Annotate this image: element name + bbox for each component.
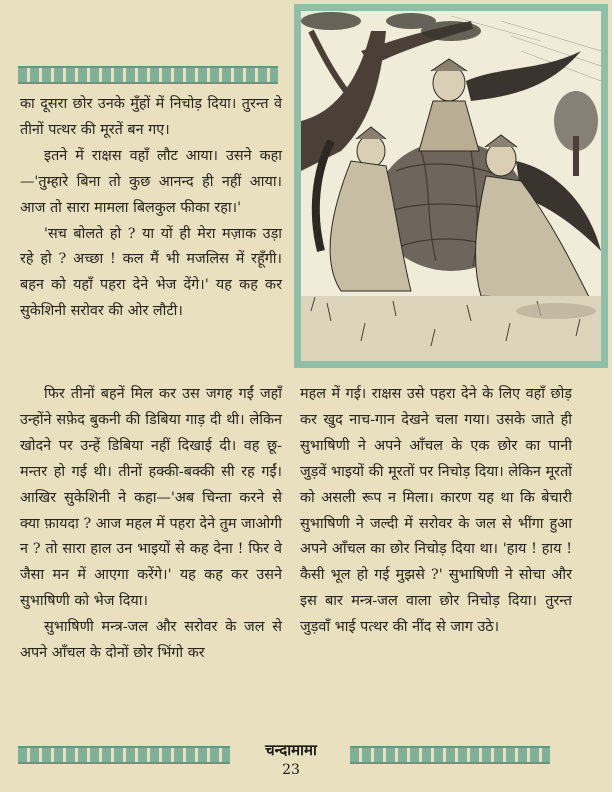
story-illustration <box>294 4 608 368</box>
illustration-three-sisters-by-lake <box>301 11 601 361</box>
story-paragraph: महल में गई। राक्षस उसे पहरा देने के लिए वहाँ छोड़ कर खुद नाच-गान देखने चला गया। उसके जाते ही सुभाषिणी ने अपने आँचल के एक छोर का पानी जुड़वें भाइयों की मूरतों पर निचोड़ दिया। लेकिन मूरतों को असली रूप न मिला। कारण यह था कि बेचारी सुभाषिणी ने जल्दी में सरोवर के जल से भींगा हुआ अपने आँचल का छोर निचोड़ दिया था। 'हाय ! हाय ! कैसी भूल हो गई मुझसे ?' सुभाषिणी ने सोचा और इस बार मन्त्र-जल वाला छोर निचोड़ दिया। तुरन्त जुड़वाँ भाई पत्थर की नींद से जाग उठे। <box>300 386 572 636</box>
story-paragraph: 'सच बोलते हो ? या यों ही मेरा मज़ाक उड़ा रहे हो ? अच्छा ! कल मैं भी मजलिस में रहूँगी। बहन को यहाँ पहरा देने भेज देंगे।' यह कह कर सुकेशिनी सरोवर की ओर लौटी। <box>20 225 282 320</box>
story-paragraph: सुभाषिणी मन्त्र-जल और सरोवर के जल से अपने आँचल के दोनों छोर भिंगो कर <box>20 619 282 662</box>
decorative-border-bottom-right <box>350 746 550 764</box>
magazine-title: चन्दामामा <box>265 741 317 759</box>
story-paragraph: इतने में राक्षस वहाँ लौट आया। उसने कहा—'तुम्हारे बिना तो कुछ आनन्द ही नहीं आया। आज तो सारा मामला बिलकुल फीका रहा।' <box>20 147 282 216</box>
text-column-left-top <box>20 92 282 325</box>
text-column-left-bottom <box>20 382 282 667</box>
text-column-right <box>300 382 572 641</box>
decorative-border-top <box>18 66 278 84</box>
page-number: 23 <box>282 762 300 778</box>
story-paragraph: फिर तीनों बहनें मिल कर उस जगह गईं जहाँ उन्होंने सफ़ेद बुकनी की डिबिया गाड़ दी थी। लेकिन खोदने पर उन्हें डिबिया नहीं दिखाई दी। वह छू-मन्तर हो गई थी। तीनों हक्की-बक्की सी रह गईं। आखिर सुकेशिनी ने कहा—'अब चिन्ता करने से क्या फ़ायदा ? आज महल में पहरा देने तुम जाओगी न ? तो सारा हाल उन भाइयों से कह देना ! फिर वे जैसा मन में आएगा करेंगे।' यह कह कर उसने सुभाषिणी को भेज दिया। <box>20 386 283 610</box>
decorative-border-bottom-left <box>18 746 230 764</box>
story-paragraph: का दूसरा छोर उनके मुँहों में निचोड़ दिया। तुरन्त वे तीनों पत्थर की मूरतें बन गए। <box>20 96 282 138</box>
